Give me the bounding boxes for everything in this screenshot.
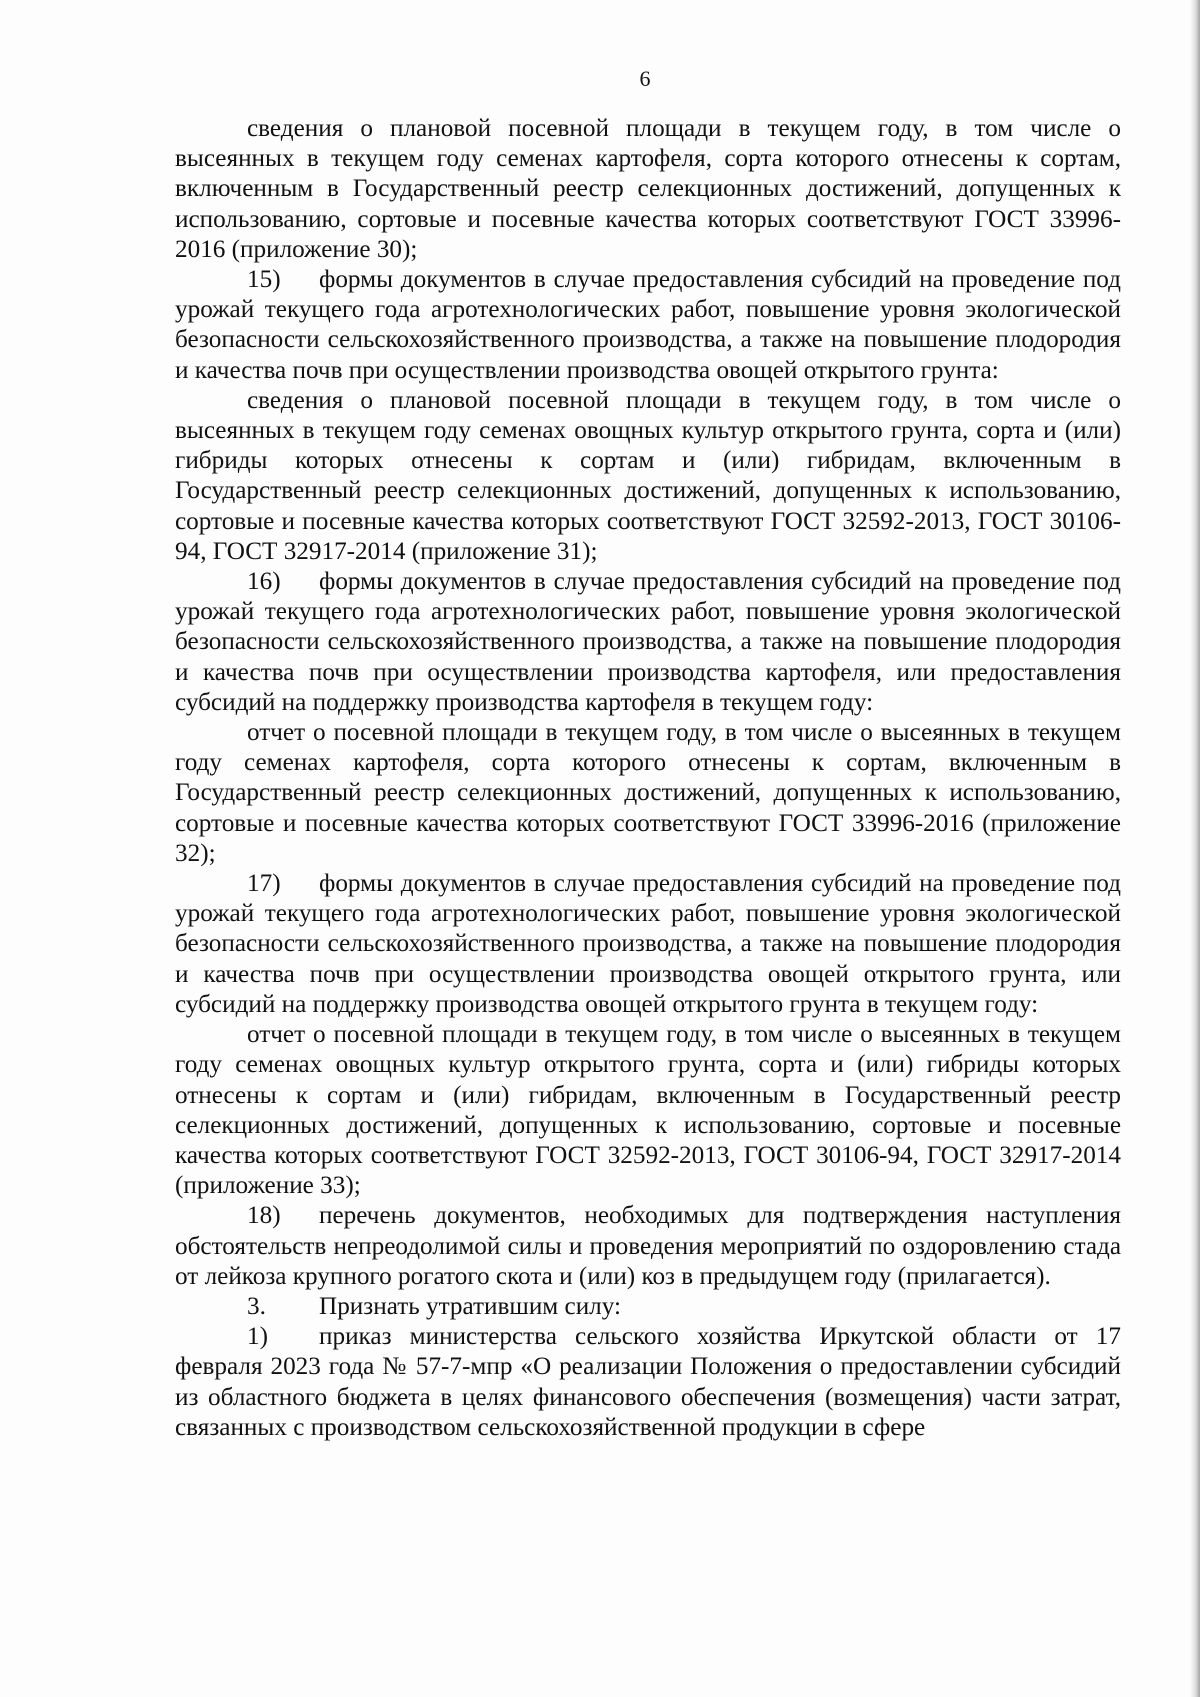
item-text-18: перечень документов, необходимых для подтверждения наступления обстоятельств непреодолимой силы и проведения мероприятий по оздоровлению стада от лейкоза крупного рогатого скота и (или) коз в предыдущем году (прилагается). [175, 1202, 1121, 1290]
document-body [175, 114, 1121, 1443]
item-number-18: 18) [247, 1202, 281, 1230]
section-text-3: Признать утратившим силу: [319, 1292, 622, 1320]
paragraph-section-3 [175, 1292, 1121, 1322]
paragraph-item-1 [175, 1322, 1121, 1443]
paragraph-item-15 [175, 265, 1121, 386]
paragraph-0 [175, 114, 1121, 265]
paragraph-item-18 [175, 1201, 1121, 1292]
item-text-15: формы документов в случае предоставления субсидий на проведение под урожай текущего года агротехнологических работ, повышение уровня экологической безопасности сельскохозяйственного производства, а также на повышение плодородия и качества почв при осуществлении производства овощей открытого грунта: [175, 266, 1121, 384]
item-number-17: 17) [247, 870, 281, 898]
paragraph-item-17 [175, 869, 1121, 1020]
paragraph-2-text: сведения о плановой посевной площади в текущем году, в том числе о высеянных в текущем году семенах овощных культур открытого грунта, сорта и (или) гибриды которых отнесены к сортам и (или) гибридам, включенным в Государственный реестр селекционных достижений, допущенных к использованию, сортовые и посевные качества которых соответствуют ГОСТ 32592-2013, ГОСТ 30106-94, ГОСТ 32917-2014 (приложение 31); [175, 386, 1121, 565]
paragraph-6-text: отчет о посевной площади в текущем году, в том числе о высеянных в текущем году семенах овощных культур открытого грунта, сорта и (или) гибриды которых отнесены к сортам и (или) гибридам, включенным в Государственный реестр селекционных достижений, допущенных к использованию, сортовые и посевные качества которых соответствуют ГОСТ 32592-2013, ГОСТ 30106-94, ГОСТ 32917-2014 (приложение 33); [175, 1021, 1121, 1200]
item-text-1: приказ министерства сельского хозяйства Иркутской области от 17 февраля 2023 года № 57-7-мпр «О реализации Положения о предоставлении субсидий из областного бюджета в целях финансового обеспечения (возмещения) части затрат, связанных с производством сельскохозяйственной продукции в сфере [175, 1323, 1121, 1441]
paragraph-2 [175, 386, 1121, 567]
section-number-3: 3. [247, 1292, 266, 1320]
item-text-17: формы документов в случае предоставления субсидий на проведение под урожай текущего года агротехнологических работ, повышение уровня экологической безопасности сельскохозяйственного производства, а также на повышение плодородия и качества почв при осуществлении производства овощей открытого грунта, или субсидий на поддержку производства овощей открытого грунта в текущем году: [175, 870, 1121, 1018]
paragraph-4 [175, 718, 1121, 869]
item-text-16: формы документов в случае предоставления субсидий на проведение под урожай текущего года агротехнологических работ, повышение уровня экологической безопасности сельскохозяйственного производства, а также на повышение плодородия и качества почв при осуществлении производства картофеля, или предоставления субсидий на поддержку производства картофеля в текущем году: [175, 568, 1121, 716]
item-number-16: 16) [247, 568, 281, 596]
page-edge-shadow [1190, 0, 1200, 1697]
page-number: 6 [639, 66, 651, 91]
paragraph-6 [175, 1020, 1121, 1201]
item-number-15: 15) [247, 266, 281, 294]
paragraph-item-16 [175, 567, 1121, 718]
paragraph-0-text: сведения о плановой посевной площади в текущем году, в том числе о высеянных в текущем году семенах картофеля, сорта которого отнесены к сортам, включенным в Государственный реестр селекционных достижений, допущенных к использованию, сортовые и посевные качества которых соответствуют ГОСТ 33996-2016 (приложение 30); [175, 115, 1121, 263]
item-number-1: 1) [247, 1323, 268, 1351]
paragraph-4-text: отчет о посевной площади в текущем году, в том числе о высеянных в текущем году семенах картофеля, сорта которого отнесены к сортам, включенным в Государственный реестр селекционных достижений, допущенных к использованию, сортовые и посевные качества которых соответствуют ГОСТ 33996-2016 (приложение 32); [175, 719, 1121, 867]
